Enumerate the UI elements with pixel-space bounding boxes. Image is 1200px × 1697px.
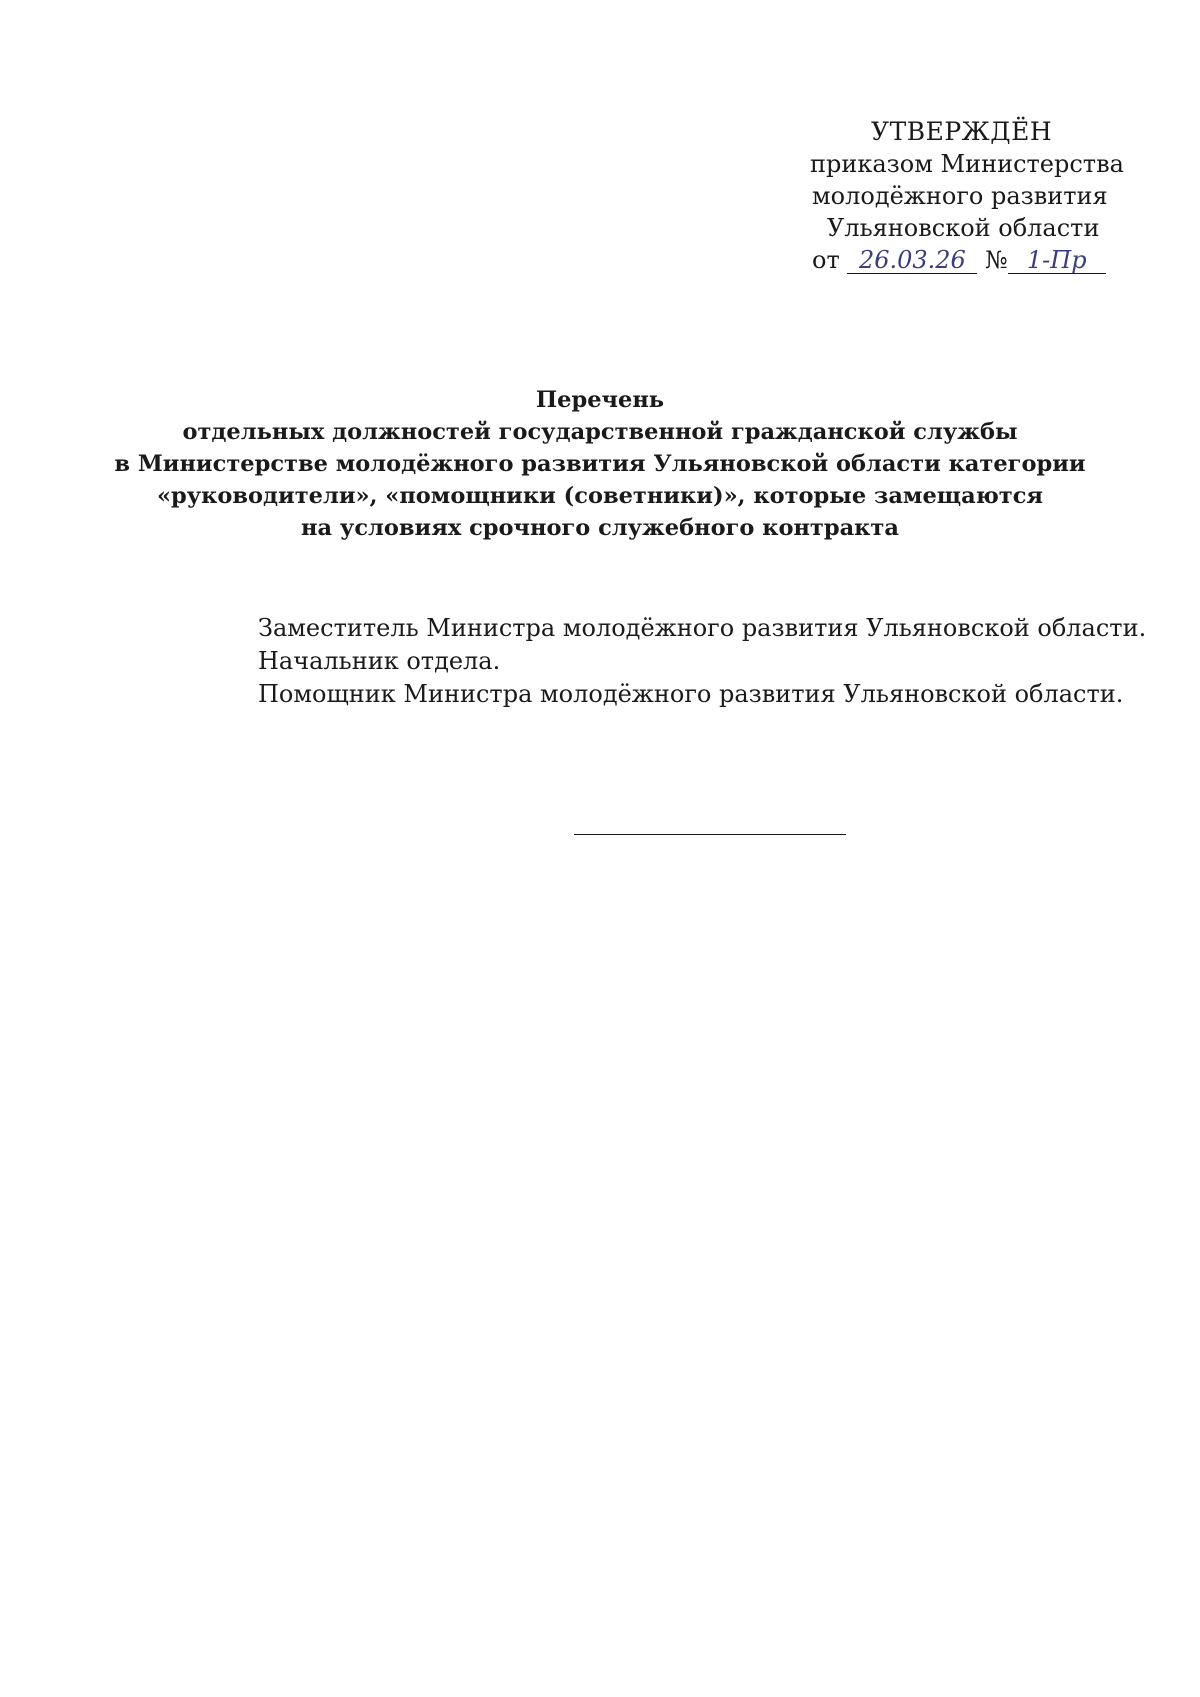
list-item: Помощник Министра молодёжного развития Ульяновской области. <box>258 680 1124 708</box>
approval-date-number-line <box>780 244 1120 276</box>
title-line: Перечень <box>535 387 665 413</box>
number-prefix: № <box>985 246 1008 274</box>
handwritten-number: 1-Пр <box>1008 247 1106 274</box>
closing-separator-line <box>574 834 846 835</box>
handwritten-date: 26.03.26 <box>847 247 977 274</box>
date-prefix: от <box>812 246 840 274</box>
title-line: в Министерстве молодёжного развития Ульяновской области категории <box>114 451 1086 477</box>
approval-line-order: приказом Министерства <box>810 150 1124 178</box>
approval-line-region: Ульяновской области <box>827 214 1100 242</box>
approval-heading: УТВЕРЖДЁН <box>871 117 1053 146</box>
approval-stamp <box>780 116 1124 276</box>
title-line: отдельных должностей государственной гражданской службы <box>182 419 1018 445</box>
title-line: на условиях срочного служебного контракта <box>301 515 899 541</box>
positions-list <box>258 612 1146 711</box>
title-line: «руководители», «помощники (советники)», которые замещаются <box>156 483 1044 509</box>
list-item: Начальник отдела. <box>258 647 501 675</box>
approval-line-ministry: молодёжного развития <box>812 182 1108 210</box>
document-title <box>60 384 1140 544</box>
list-item: Заместитель Министра молодёжного развития Ульяновской области. <box>258 614 1147 642</box>
